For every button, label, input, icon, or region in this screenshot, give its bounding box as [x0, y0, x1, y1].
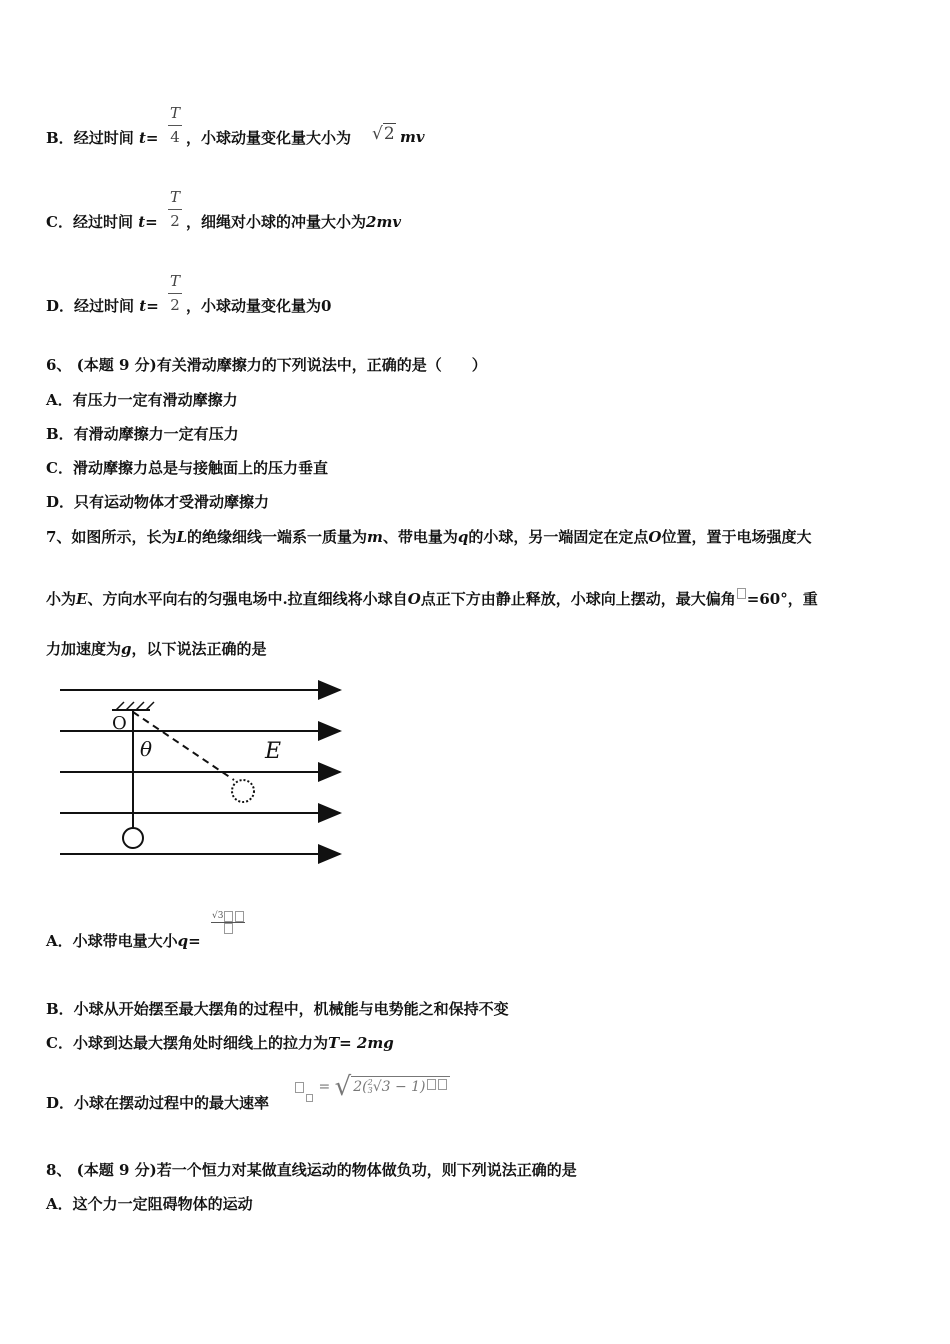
text: √3 − 1): [372, 1079, 426, 1095]
q5-option-c: [46, 211, 158, 232]
equals-sign: =: [145, 129, 159, 147]
sqrt-sign-icon: √: [372, 124, 383, 144]
q6-stem: 6、 (本题 9 分)有关滑动摩擦力的下列说法中，正确的是（ ）: [46, 356, 487, 374]
label-theta: θ: [140, 737, 153, 761]
option-text: ，细绳对小球的冲量大小为: [186, 213, 367, 231]
frac-denominator: 2: [170, 212, 180, 230]
option-label: D．: [46, 297, 75, 315]
placeholder-icon: [427, 1079, 436, 1090]
q7-option-a: [46, 930, 201, 951]
q7-option-c: [46, 1032, 394, 1053]
q7-stem-line1: [46, 526, 812, 547]
q6-option-d: D．只有运动物体才受滑动摩擦力: [46, 493, 270, 511]
frac-bar: [168, 209, 182, 210]
text: 力加速度为: [46, 640, 122, 658]
formula-zero: 0: [321, 297, 332, 315]
frac-bar: [168, 293, 182, 294]
option-text: ，小球动量变化量为: [186, 297, 322, 315]
placeholder-icon: [224, 923, 233, 934]
option-prefix: 经过时间: [74, 297, 135, 315]
text: 7、如图所示，长为: [46, 528, 177, 546]
text: A．小球带电量大小: [46, 932, 178, 950]
var-q: q: [457, 528, 469, 546]
text: ，以下说法正确的是: [131, 640, 267, 658]
placeholder-icon: [306, 1094, 313, 1102]
ball-deflected: [232, 780, 254, 802]
sqrt-2: [372, 124, 396, 144]
q5-option-d: [46, 295, 159, 316]
q6-option-a: A．有压力一定有滑动摩擦力: [46, 391, 238, 409]
var-q: q=: [177, 932, 201, 950]
formula-mv: mv: [400, 128, 425, 146]
text: 、方向水平向右的匀强电场中.拉直细线将小球自: [87, 590, 408, 608]
option-text: ，小球动量变化量大小为: [186, 129, 352, 147]
label-e: E: [265, 739, 282, 764]
q7-option-d: D．小球在摆动过程中的最大速率: [46, 1094, 270, 1112]
var-o: O: [407, 590, 421, 608]
var-t: t: [138, 213, 146, 231]
text: 小为: [46, 590, 77, 608]
placeholder-icon: [224, 911, 233, 922]
frac-denominator: 3: [367, 1086, 373, 1095]
formula-tension: T= 2mg: [327, 1034, 394, 1052]
sqrt-radicand: [351, 1076, 449, 1095]
q6-option-c: C．滑动摩擦力总是与接触面上的压力垂直: [46, 459, 328, 477]
q5-option-d-rest: [186, 295, 331, 316]
label-o: O: [112, 713, 127, 734]
placeholder-icon: [438, 1079, 447, 1090]
frac-numerator: T: [169, 104, 180, 122]
sqrt-sign-icon: √: [334, 1072, 352, 1102]
var-o: O: [648, 528, 662, 546]
sqrt-radicand: 2: [383, 124, 395, 144]
text: 、带电量为: [382, 528, 458, 546]
q5-option-b: [46, 127, 158, 148]
var-m: m: [367, 528, 383, 546]
frac-numerator: T: [169, 188, 180, 206]
frac-numerator: √3: [212, 911, 224, 921]
frac-denominator: 2: [170, 296, 180, 314]
text: C．小球到达最大摆角处时细线上的拉力为: [46, 1034, 328, 1052]
q5-option-b-rest: [186, 127, 351, 148]
q8-stem: 8、 (本题 9 分)若一个恒力对某做直线运动的物体做负功，则下列说法正确的是: [46, 1161, 577, 1179]
q8-option-a: A．这个力一定阻碍物体的运动: [46, 1195, 253, 1213]
q7-stem-line2: [46, 588, 818, 609]
q7-option-a-fraction: [211, 911, 245, 934]
q6-option-b: B．有滑动摩擦力一定有压力: [46, 425, 239, 443]
equals-sign: =: [145, 213, 158, 231]
equals-sign: =: [318, 1079, 331, 1095]
var-l: L: [176, 528, 187, 546]
q7-option-d-formula: [294, 1072, 450, 1102]
ball-initial: [123, 828, 143, 848]
var-e: E: [76, 590, 88, 608]
theta-placeholder-icon: [737, 588, 746, 599]
option-prefix: 经过时间: [72, 213, 133, 231]
text: 2(: [353, 1079, 368, 1095]
text: 的小球，另一端固定在定点: [468, 528, 649, 546]
q5-option-c-rest: [186, 211, 401, 232]
text: 点正下方由静止释放，小球向上摆动，最大偏角: [420, 590, 736, 608]
frac-numerator: T: [169, 272, 180, 290]
placeholder-icon: [235, 911, 244, 922]
pendulum-field-diagram: [50, 676, 360, 880]
formula-2mv: 2mv: [366, 213, 402, 231]
var-t: t: [138, 129, 146, 147]
text: =60°，重: [746, 590, 818, 608]
text: 位置，置于电场强度大: [661, 528, 812, 546]
var-g: g: [121, 640, 132, 658]
frac-numerator: 2: [367, 1078, 373, 1087]
q7-option-b: B．小球从开始摆至最大摆角的过程中，机械能与电势能之和保持不变: [46, 1000, 509, 1018]
option-prefix: 经过时间: [73, 129, 134, 147]
option-label: C．: [46, 213, 73, 231]
fixed-support-icon: [112, 702, 154, 710]
text: 的绝缘细线一端系一质量为: [187, 528, 368, 546]
q7-stem-line3: [46, 638, 267, 659]
placeholder-icon: [295, 1082, 304, 1093]
frac-bar: [168, 125, 182, 126]
frac-denominator: 4: [170, 128, 180, 146]
var-t: t: [139, 297, 147, 315]
equals-sign: =: [146, 297, 159, 315]
option-label: B．: [46, 129, 74, 147]
